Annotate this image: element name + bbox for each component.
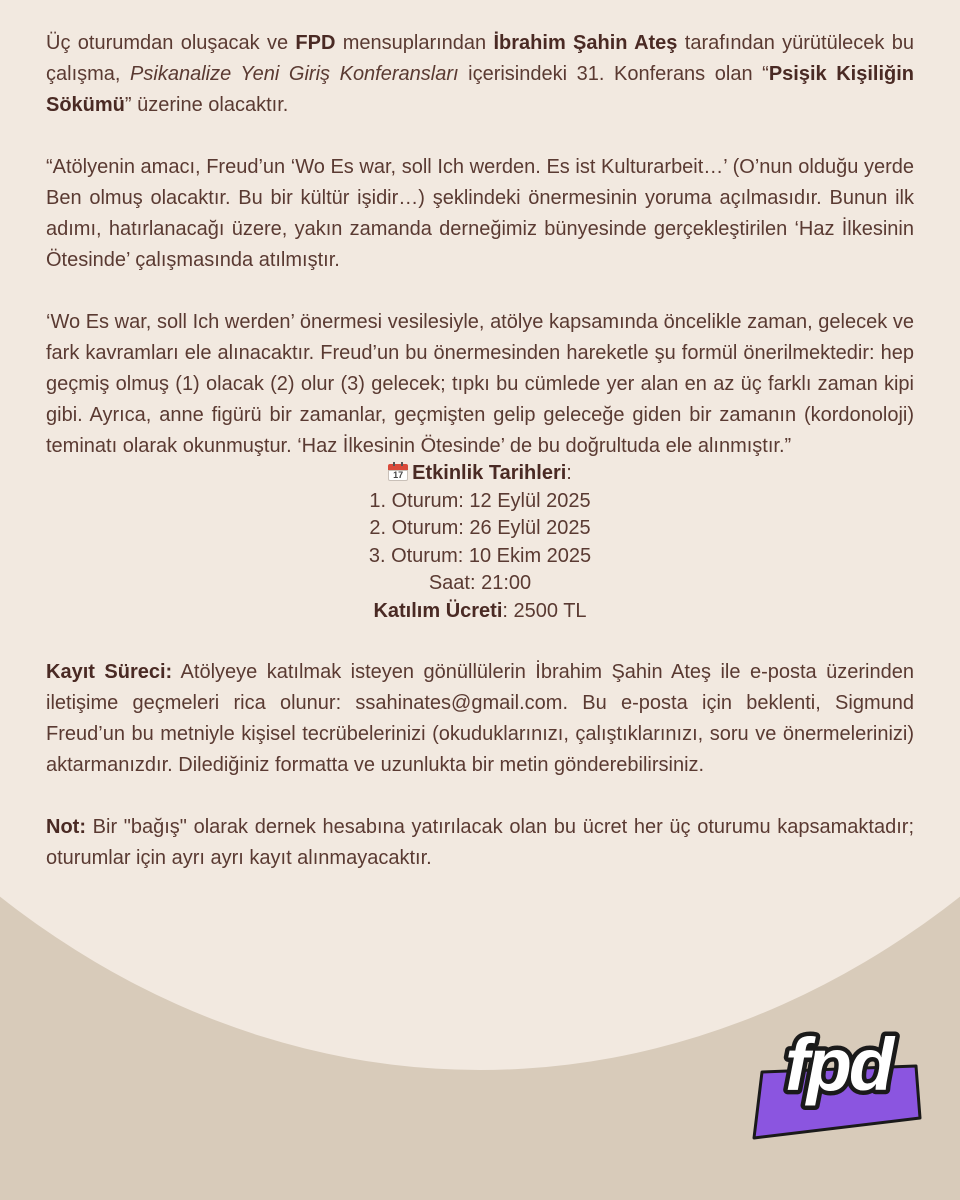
session-time: Saat: 21:00 — [428, 572, 532, 594]
purpose-paragraph: “Atölyenin amacı, Freud’un ‘Wo Es war, soll Ich werden. Es ist Kulturarbeit…’ (O’nun olduğu yerde Ben olmuş olacaktır. Bu bir kültür işidir…) şeklindeki önermesinin yoruma açılmasıdır. Bunun ilk adımı, hatırlanacağı üzere, yakın zamanda derneğimiz bünyesinde gerçekleştirilen ‘Haz İlkesinin Ötesinde’ çalışmasında atılmıştır. — [46, 156, 914, 271]
session-3: 3. Oturum: 10 Ekim 2025 — [368, 544, 592, 567]
concepts-paragraph: ‘Wo Es war, soll Ich werden’ önermesi vesilesiyle, atölye kapsamında öncelikle zaman, gelecek ve fark kavramları ele alınacaktır. Freud’un bu önermesinden hareketle şu formül önerilmektedir: hep geçmiş olmuş (1) olacak (2) olur (3) gelecek; tıpkı bu cümlede yer alan en az üç farklı zaman kipi gibi. Ayrıca, anne figürü bir zamanlar, geçmişten gelip geleceğe giden bir zamanın (kordonoloji) teminatı olarak okunmuştur. ‘Haz İlkesinin Ötesinde’ de bu doğrultuda ele alınmıştır.” — [46, 311, 914, 457]
session-2: 2. Oturum: 26 Eylül 2025 — [369, 517, 591, 539]
intro-paragraph: Üç oturumdan oluşacak ve FPD mensuplarından İbrahim Şahin Ateş tarafından yürütülecek bu çalışma, Psikanalize Yeni Giriş Konferansları içerisindeki 31. Konferans olan “Psişik Kişiliğin Sökümü” üzerine olacaktır. — [46, 32, 914, 116]
logo-text: fpd — [784, 1023, 892, 1106]
participation-fee: Katılım Ücreti: 2500 TL — [373, 599, 587, 622]
note-paragraph: Not: Bir "bağış" olarak dernek hesabına yatırılacak olan bu ücret her üç oturumu kapsamaktadır; oturumlar için ayrı ayrı kayıt alınmayacaktır. — [46, 816, 914, 869]
events-heading: 17 Etkinlik Tarihleri: — [46, 460, 914, 488]
session-1: 1. Oturum: 12 Eylül 2025 — [369, 489, 591, 512]
announcement-body — [46, 28, 914, 874]
registration-paragraph: Kayıt Süreci: Atölyeye katılmak isteyen gönüllülerin İbrahim Şahin Ateş ile e-posta üzerinden iletişime geçmeleri rica olunur: ssahinates@gmail.com. Bu e-posta için beklenti, Sigmund Freud’un bu metniyle kişisel tecrübelerinizi (okuduklarınızı, çalıştıklarınızı, soru ve önermelerinizi) aktarmanızdır. Dilediğiniz formatta ve uzunlukta bir metin gönderebilirsiniz. — [46, 661, 914, 776]
calendar-icon: 17 — [388, 463, 408, 481]
fpd-logo — [748, 1016, 928, 1146]
